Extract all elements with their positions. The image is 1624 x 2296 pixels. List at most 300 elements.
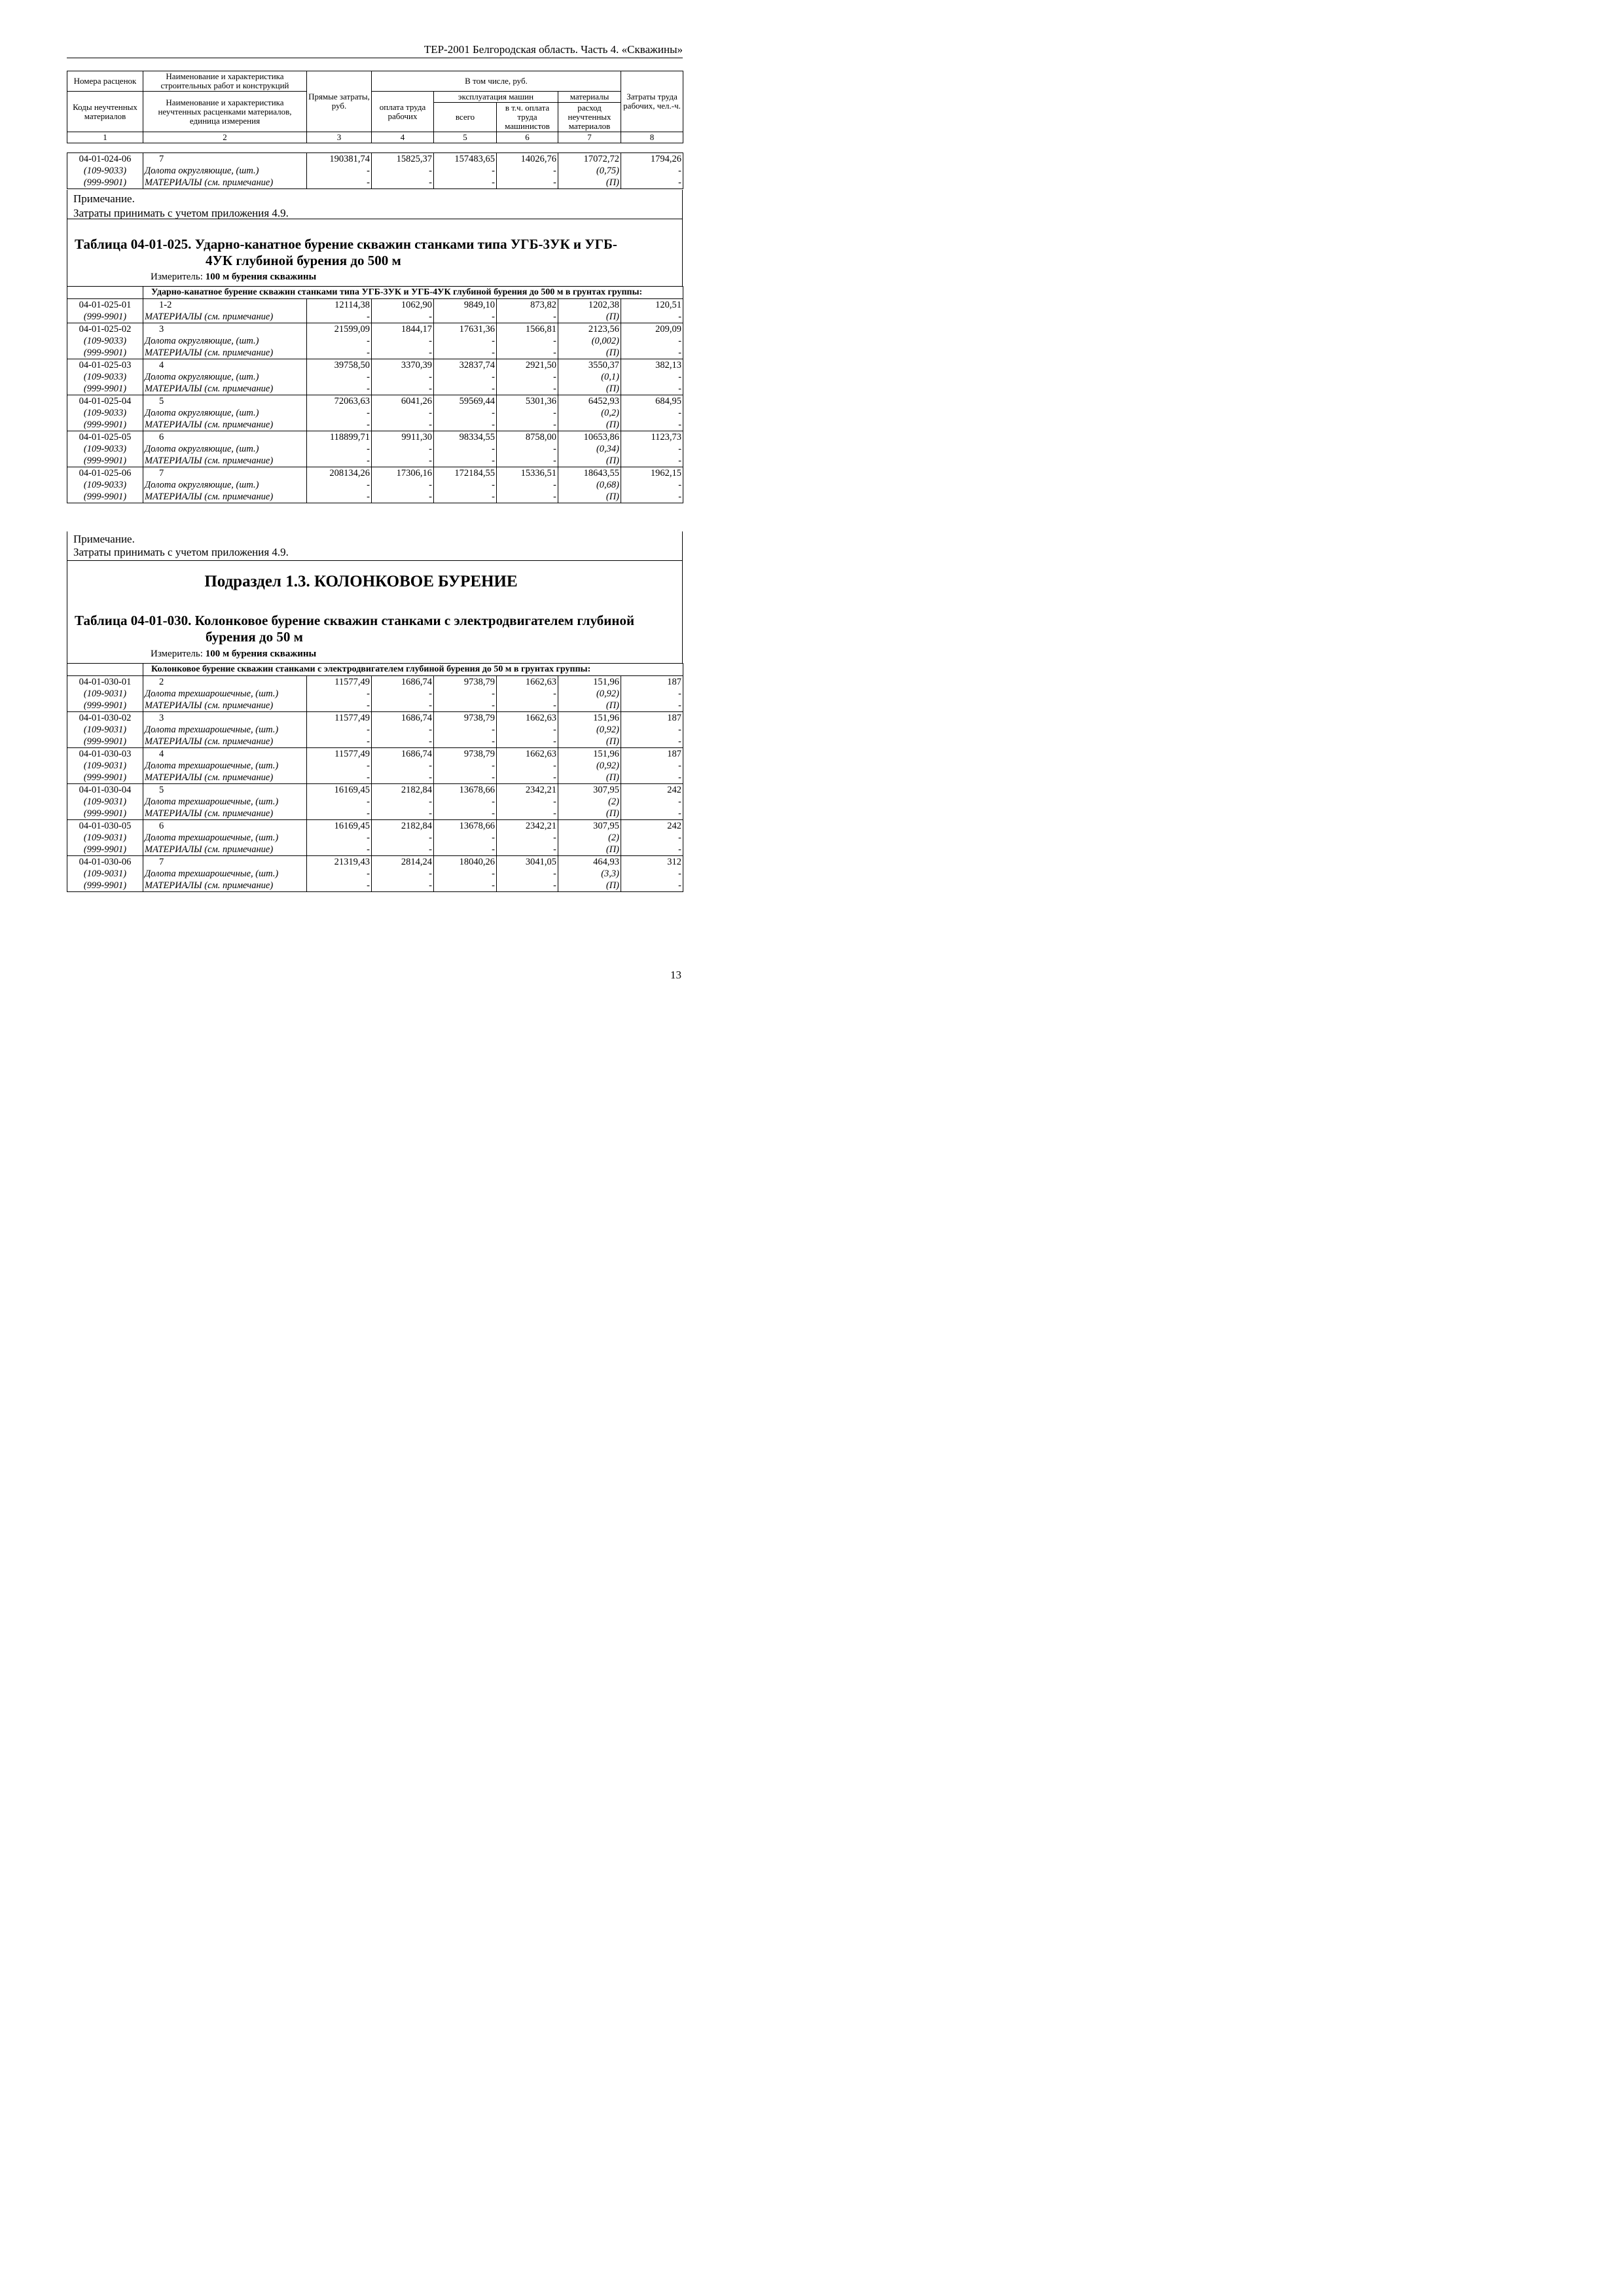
vsego-cell: 98334,55 xyxy=(434,431,497,444)
trud-cell: - xyxy=(621,383,683,395)
materialy-cell: 1202,38 xyxy=(558,299,621,312)
name-cell: МАТЕРИАЛЫ (см. примечание) xyxy=(143,455,307,467)
name-cell: МАТЕРИАЛЫ (см. примечание) xyxy=(143,311,307,323)
oplata-cell: - xyxy=(372,419,434,431)
trud-cell: - xyxy=(621,808,683,820)
code-cell: (109-9031) xyxy=(67,868,143,880)
vsego-cell: 172184,55 xyxy=(434,467,497,480)
trud-cell: 242 xyxy=(621,784,683,797)
pryamye-cell: - xyxy=(307,880,372,892)
section-title: Подраздел 1.3. КОЛОНКОВОЕ БУРЕНИЕ xyxy=(204,573,518,590)
pryamye-cell: - xyxy=(307,808,372,820)
oplata-cell: - xyxy=(372,383,434,395)
vsego-cell: - xyxy=(434,371,497,383)
note2-text: Затраты принимать с учетом приложения 4.9. xyxy=(73,546,289,558)
materialy-cell: (П) xyxy=(558,383,621,395)
vsego-cell: 18040,26 xyxy=(434,856,497,869)
name-cell: Долота округляющие, (шт.) xyxy=(143,479,307,491)
trud-cell: - xyxy=(621,491,683,503)
code-cell: (109-9031) xyxy=(67,796,143,808)
oplata-cell: 1686,74 xyxy=(372,748,434,761)
name-cell: Долота округляющие, (шт.) xyxy=(143,443,307,455)
mashinist-cell: - xyxy=(497,479,558,491)
pryamye-cell: 11577,49 xyxy=(307,748,372,761)
table-row xyxy=(67,383,683,395)
pryamye-cell: 11577,49 xyxy=(307,676,372,689)
vsego-cell: - xyxy=(434,736,497,748)
trud-cell: 684,95 xyxy=(621,395,683,408)
name-cell: Долота трехшарошечные, (шт.) xyxy=(143,868,307,880)
mashinist-cell: - xyxy=(497,177,558,189)
materialy-cell: (0,1) xyxy=(558,371,621,383)
trud-cell: - xyxy=(621,688,683,700)
oplata-cell: - xyxy=(372,880,434,892)
mashinist-cell: 1662,63 xyxy=(497,712,558,725)
code-cell: (999-9901) xyxy=(67,311,143,323)
col-number: 8 xyxy=(621,132,683,143)
trud-cell: - xyxy=(621,371,683,383)
mashinist-cell: - xyxy=(497,371,558,383)
vsego-cell: - xyxy=(434,724,497,736)
trud-cell: 382,13 xyxy=(621,359,683,372)
table-row xyxy=(67,407,683,419)
vsego-cell: 157483,65 xyxy=(434,153,497,166)
materialy-cell: 10653,86 xyxy=(558,431,621,444)
vsego-cell: - xyxy=(434,880,497,892)
name-cell: МАТЕРИАЛЫ (см. примечание) xyxy=(143,844,307,856)
col-number: 1 xyxy=(67,132,143,143)
trud-cell: 312 xyxy=(621,856,683,869)
mashinist-cell: 8758,00 xyxy=(497,431,558,444)
vsego-cell: - xyxy=(434,419,497,431)
oplata-cell: - xyxy=(372,868,434,880)
pryamye-cell: 21319,43 xyxy=(307,856,372,869)
trud-cell: 187 xyxy=(621,676,683,689)
materialy-cell: (0,68) xyxy=(558,479,621,491)
table-row xyxy=(67,347,683,359)
table-row xyxy=(67,796,683,808)
table-row xyxy=(67,153,683,166)
table-row xyxy=(67,844,683,856)
code-cell: 04-01-025-02 xyxy=(67,323,143,336)
trud-cell: 1962,15 xyxy=(621,467,683,480)
vsego-cell: - xyxy=(434,796,497,808)
materialy-cell: (П) xyxy=(558,491,621,503)
pryamye-cell: 190381,74 xyxy=(307,153,372,166)
col-number: 4 xyxy=(372,132,434,143)
table-025-title xyxy=(75,236,617,269)
header-vsego: всего xyxy=(434,103,497,132)
code-cell: (999-9901) xyxy=(67,383,143,395)
table-row xyxy=(67,165,683,177)
table-row xyxy=(67,311,683,323)
code-cell: 04-01-025-06 xyxy=(67,467,143,480)
vsego-cell: 13678,66 xyxy=(434,820,497,833)
group-heading: Колонковое бурение скважин станками с электродвигателем глубиной бурения до 50 м в грунтах группы: xyxy=(143,664,683,676)
mashinist-cell: - xyxy=(497,311,558,323)
pryamye-cell: - xyxy=(307,868,372,880)
table-row xyxy=(67,712,683,725)
table-025 xyxy=(67,286,683,503)
pryamye-cell: - xyxy=(307,177,372,189)
materialy-cell: (0,92) xyxy=(558,688,621,700)
code-cell: (999-9901) xyxy=(67,772,143,784)
mashinist-cell: - xyxy=(497,772,558,784)
trud-cell: 242 xyxy=(621,820,683,833)
mashinist-cell: - xyxy=(497,832,558,844)
table-row xyxy=(67,431,683,444)
materialy-cell: (0,2) xyxy=(558,407,621,419)
col-number: 6 xyxy=(497,132,558,143)
vsego-cell: - xyxy=(434,688,497,700)
table-row xyxy=(67,808,683,820)
table-030-title xyxy=(75,613,634,645)
header-oplata-truda: оплата труда рабочих xyxy=(372,92,434,132)
pryamye-cell: - xyxy=(307,491,372,503)
code-cell: (999-9901) xyxy=(67,880,143,892)
table-row xyxy=(67,820,683,833)
col-number: 2 xyxy=(143,132,307,143)
mashinist-cell: - xyxy=(497,491,558,503)
mashinist-cell: 873,82 xyxy=(497,299,558,312)
trud-cell: - xyxy=(621,736,683,748)
trud-cell: - xyxy=(621,455,683,467)
vsego-cell: - xyxy=(434,177,497,189)
oplata-cell: 9911,30 xyxy=(372,431,434,444)
pryamye-cell: 118899,71 xyxy=(307,431,372,444)
header-naim: Наименование и характеристика строительных работ и конструкций xyxy=(143,71,307,92)
table-row xyxy=(67,359,683,372)
table-row xyxy=(67,880,683,892)
materialy-cell: (3,3) xyxy=(558,868,621,880)
oplata-cell: - xyxy=(372,371,434,383)
name-cell: Долота трехшарошечные, (шт.) xyxy=(143,832,307,844)
name-cell: Долота округляющие, (шт.) xyxy=(143,165,307,177)
code-cell: 04-01-025-05 xyxy=(67,431,143,444)
name-cell: Долота трехшарошечные, (шт.) xyxy=(143,796,307,808)
header-ekspluataciya: эксплуатация машин xyxy=(434,92,558,103)
mashinist-cell: 2342,21 xyxy=(497,784,558,797)
materialy-cell: 151,96 xyxy=(558,712,621,725)
pryamye-cell: - xyxy=(307,383,372,395)
oplata-cell: - xyxy=(372,808,434,820)
materialy-cell: (0,002) xyxy=(558,335,621,347)
trud-cell: - xyxy=(621,880,683,892)
mashinist-cell: - xyxy=(497,335,558,347)
mashinist-cell: - xyxy=(497,443,558,455)
header-v-tom-chisle: В том числе, руб. xyxy=(372,71,621,92)
table-row xyxy=(67,676,683,689)
pryamye-cell: 208134,26 xyxy=(307,467,372,480)
oplata-cell: - xyxy=(372,311,434,323)
name-cell: Долота трехшарошечные, (шт.) xyxy=(143,688,307,700)
name-cell: 5 xyxy=(143,395,307,408)
name-cell: МАТЕРИАЛЫ (см. примечание) xyxy=(143,808,307,820)
oplata-cell: - xyxy=(372,772,434,784)
header-v-t-ch: в т.ч. оплата труда машинистов xyxy=(497,103,558,132)
mashinist-cell: - xyxy=(497,383,558,395)
table-row xyxy=(67,748,683,761)
table-row xyxy=(67,177,683,189)
mashinist-cell: 1662,63 xyxy=(497,676,558,689)
oplata-cell: 1062,90 xyxy=(372,299,434,312)
name-cell: 1-2 xyxy=(143,299,307,312)
code-cell: (999-9901) xyxy=(67,808,143,820)
pryamye-cell: - xyxy=(307,688,372,700)
table-row xyxy=(67,760,683,772)
table-030 xyxy=(67,663,683,892)
vsego-cell: 32837,74 xyxy=(434,359,497,372)
measure-label: Измеритель: xyxy=(151,649,203,659)
trud-cell: - xyxy=(621,772,683,784)
name-cell: 6 xyxy=(143,820,307,833)
materialy-cell: (П) xyxy=(558,419,621,431)
materialy-cell: 151,96 xyxy=(558,748,621,761)
pryamye-cell: 11577,49 xyxy=(307,712,372,725)
trud-cell: - xyxy=(621,479,683,491)
name-cell: 2 xyxy=(143,676,307,689)
table-030-measure xyxy=(151,649,316,660)
table-025-measure xyxy=(151,272,316,283)
oplata-cell: - xyxy=(372,700,434,712)
code-cell: (109-9031) xyxy=(67,760,143,772)
name-cell: 7 xyxy=(143,856,307,869)
trud-cell: - xyxy=(621,832,683,844)
name-cell: Долота округляющие, (шт.) xyxy=(143,371,307,383)
materialy-cell: 6452,93 xyxy=(558,395,621,408)
trud-cell: - xyxy=(621,796,683,808)
code-cell: 04-01-025-04 xyxy=(67,395,143,408)
header-kody: Коды неучтенных материалов xyxy=(67,92,143,132)
trud-cell: - xyxy=(621,335,683,347)
vsego-cell: - xyxy=(434,383,497,395)
code-cell: 04-01-024-06 xyxy=(67,153,143,166)
note1-text: Затраты принимать с учетом приложения 4.9. xyxy=(73,207,289,219)
vsego-cell: - xyxy=(434,335,497,347)
mashinist-cell: - xyxy=(497,868,558,880)
pryamye-cell: - xyxy=(307,371,372,383)
trud-cell: 209,09 xyxy=(621,323,683,336)
code-cell: 04-01-030-05 xyxy=(67,820,143,833)
code-cell: 04-01-025-03 xyxy=(67,359,143,372)
vsego-cell: - xyxy=(434,455,497,467)
table-row xyxy=(67,467,683,480)
code-cell: (999-9901) xyxy=(67,491,143,503)
table-row xyxy=(67,491,683,503)
oplata-cell: - xyxy=(372,407,434,419)
materialy-cell: 307,95 xyxy=(558,820,621,833)
header-naim-neuchtennyh: Наименование и характеристика неучтенных расценками материалов, единица измерения xyxy=(143,92,307,132)
mashinist-cell: 5301,36 xyxy=(497,395,558,408)
pryamye-cell: - xyxy=(307,700,372,712)
oplata-cell: 15825,37 xyxy=(372,153,434,166)
table-row xyxy=(67,856,683,869)
mashinist-cell: - xyxy=(497,347,558,359)
pryamye-cell: 16169,45 xyxy=(307,784,372,797)
header-materialy: материалы xyxy=(558,92,621,103)
trud-cell: - xyxy=(621,844,683,856)
code-cell: (109-9033) xyxy=(67,479,143,491)
name-cell: МАТЕРИАЛЫ (см. примечание) xyxy=(143,383,307,395)
code-cell: (109-9031) xyxy=(67,688,143,700)
vsego-cell: - xyxy=(434,407,497,419)
code-cell: 04-01-030-03 xyxy=(67,748,143,761)
mashinist-cell: 14026,76 xyxy=(497,153,558,166)
table-025-title-line1: Таблица 04-01-025. Ударно-канатное бурение скважин станками типа УГБ-3УК и УГБ- xyxy=(75,236,617,252)
mashinist-cell: 1566,81 xyxy=(497,323,558,336)
table-row xyxy=(67,443,683,455)
vsego-cell: - xyxy=(434,479,497,491)
table-row xyxy=(67,371,683,383)
vsego-cell: 13678,66 xyxy=(434,784,497,797)
name-cell: 7 xyxy=(143,467,307,480)
vsego-cell: - xyxy=(434,868,497,880)
oplata-cell: - xyxy=(372,832,434,844)
name-cell: 4 xyxy=(143,748,307,761)
name-cell: 7 xyxy=(143,153,307,166)
trud-cell: 187 xyxy=(621,712,683,725)
code-cell: (999-9901) xyxy=(67,736,143,748)
header-zatraty-truda: Затраты труда рабочих, чел.-ч. xyxy=(621,71,683,132)
name-cell: МАТЕРИАЛЫ (см. примечание) xyxy=(143,419,307,431)
name-cell: Долота округляющие, (шт.) xyxy=(143,407,307,419)
materialy-cell: (0,92) xyxy=(558,724,621,736)
name-cell: МАТЕРИАЛЫ (см. примечание) xyxy=(143,491,307,503)
code-cell: (109-9033) xyxy=(67,407,143,419)
materialy-cell: (П) xyxy=(558,880,621,892)
materialy-cell: (0,92) xyxy=(558,760,621,772)
table-row xyxy=(67,784,683,797)
materialy-cell: (П) xyxy=(558,347,621,359)
trud-cell: - xyxy=(621,868,683,880)
name-cell: 3 xyxy=(143,712,307,725)
vsego-cell: 9849,10 xyxy=(434,299,497,312)
name-cell: МАТЕРИАЛЫ (см. примечание) xyxy=(143,880,307,892)
trud-cell: - xyxy=(621,419,683,431)
measure-value: 100 м бурения скважины xyxy=(205,649,317,659)
code-cell: (109-9031) xyxy=(67,724,143,736)
pryamye-cell: - xyxy=(307,455,372,467)
pryamye-cell: - xyxy=(307,772,372,784)
code-cell: (999-9901) xyxy=(67,455,143,467)
oplata-cell: 1686,74 xyxy=(372,676,434,689)
name-cell: Долота трехшарошечные, (шт.) xyxy=(143,724,307,736)
materialy-cell: (П) xyxy=(558,844,621,856)
page-number: 13 xyxy=(670,969,681,981)
table-row xyxy=(67,323,683,336)
col-number: 5 xyxy=(434,132,497,143)
mashinist-cell: - xyxy=(497,455,558,467)
materialy-cell: 3550,37 xyxy=(558,359,621,372)
table-row xyxy=(67,700,683,712)
table-row xyxy=(67,419,683,431)
materialy-cell: (П) xyxy=(558,177,621,189)
mashinist-cell: - xyxy=(497,165,558,177)
trud-cell: - xyxy=(621,760,683,772)
name-cell: МАТЕРИАЛЫ (см. примечание) xyxy=(143,700,307,712)
vsego-cell: 9738,79 xyxy=(434,676,497,689)
name-cell: 5 xyxy=(143,784,307,797)
measure-value: 100 м бурения скважины xyxy=(205,272,317,282)
col-number: 7 xyxy=(558,132,621,143)
name-cell: МАТЕРИАЛЫ (см. примечание) xyxy=(143,772,307,784)
code-cell: (109-9033) xyxy=(67,165,143,177)
trud-cell: 187 xyxy=(621,748,683,761)
pryamye-cell: - xyxy=(307,832,372,844)
page-header: ТЕР-2001 Белгородская область. Часть 4. «Скважины» xyxy=(424,43,683,56)
oplata-cell: - xyxy=(372,760,434,772)
oplata-cell: 2182,84 xyxy=(372,784,434,797)
name-cell: Долота трехшарошечные, (шт.) xyxy=(143,760,307,772)
note1-label: Примечание. xyxy=(73,192,135,205)
column-header-table xyxy=(67,71,683,143)
table-030-title-line2: бурения до 50 м xyxy=(206,629,303,645)
oplata-cell: - xyxy=(372,443,434,455)
pryamye-cell: - xyxy=(307,419,372,431)
trud-cell: 120,51 xyxy=(621,299,683,312)
materialy-cell: (П) xyxy=(558,311,621,323)
pryamye-cell: 12114,38 xyxy=(307,299,372,312)
materialy-cell: (2) xyxy=(558,832,621,844)
oplata-cell: - xyxy=(372,724,434,736)
table-row xyxy=(67,395,683,408)
materialy-cell: (0,34) xyxy=(558,443,621,455)
mashinist-cell: - xyxy=(497,688,558,700)
oplata-cell: - xyxy=(372,736,434,748)
vsego-cell: - xyxy=(434,165,497,177)
vsego-cell: - xyxy=(434,832,497,844)
materialy-cell: 464,93 xyxy=(558,856,621,869)
table-row xyxy=(67,736,683,748)
materialy-cell: (2) xyxy=(558,796,621,808)
header-pryamye: Прямые затраты, руб. xyxy=(307,71,372,132)
name-cell: 4 xyxy=(143,359,307,372)
pryamye-cell: - xyxy=(307,796,372,808)
code-cell: (999-9901) xyxy=(67,700,143,712)
table-row xyxy=(67,299,683,312)
vsego-cell: - xyxy=(434,347,497,359)
pryamye-cell: - xyxy=(307,724,372,736)
name-cell: 3 xyxy=(143,323,307,336)
trud-cell: - xyxy=(621,165,683,177)
code-cell: (999-9901) xyxy=(67,419,143,431)
pryamye-cell: - xyxy=(307,407,372,419)
materialy-cell: (П) xyxy=(558,455,621,467)
oplata-cell: - xyxy=(372,796,434,808)
pryamye-cell: 21599,09 xyxy=(307,323,372,336)
mashinist-cell: - xyxy=(497,796,558,808)
oplata-cell: 1844,17 xyxy=(372,323,434,336)
materialy-cell: (П) xyxy=(558,772,621,784)
vsego-cell: - xyxy=(434,700,497,712)
trud-cell: - xyxy=(621,724,683,736)
trud-cell: 1123,73 xyxy=(621,431,683,444)
materialy-cell: (0,75) xyxy=(558,165,621,177)
pryamye-cell: - xyxy=(307,165,372,177)
vsego-cell: - xyxy=(434,808,497,820)
vsego-cell: 17631,36 xyxy=(434,323,497,336)
trud-cell: - xyxy=(621,407,683,419)
oplata-cell: - xyxy=(372,479,434,491)
mashinist-cell: - xyxy=(497,407,558,419)
table-row xyxy=(67,455,683,467)
mashinist-cell: - xyxy=(497,736,558,748)
mashinist-cell: - xyxy=(497,724,558,736)
mashinist-cell: 3041,05 xyxy=(497,856,558,869)
materialy-cell: 307,95 xyxy=(558,784,621,797)
code-cell: (999-9901) xyxy=(67,347,143,359)
pryamye-cell: 72063,63 xyxy=(307,395,372,408)
